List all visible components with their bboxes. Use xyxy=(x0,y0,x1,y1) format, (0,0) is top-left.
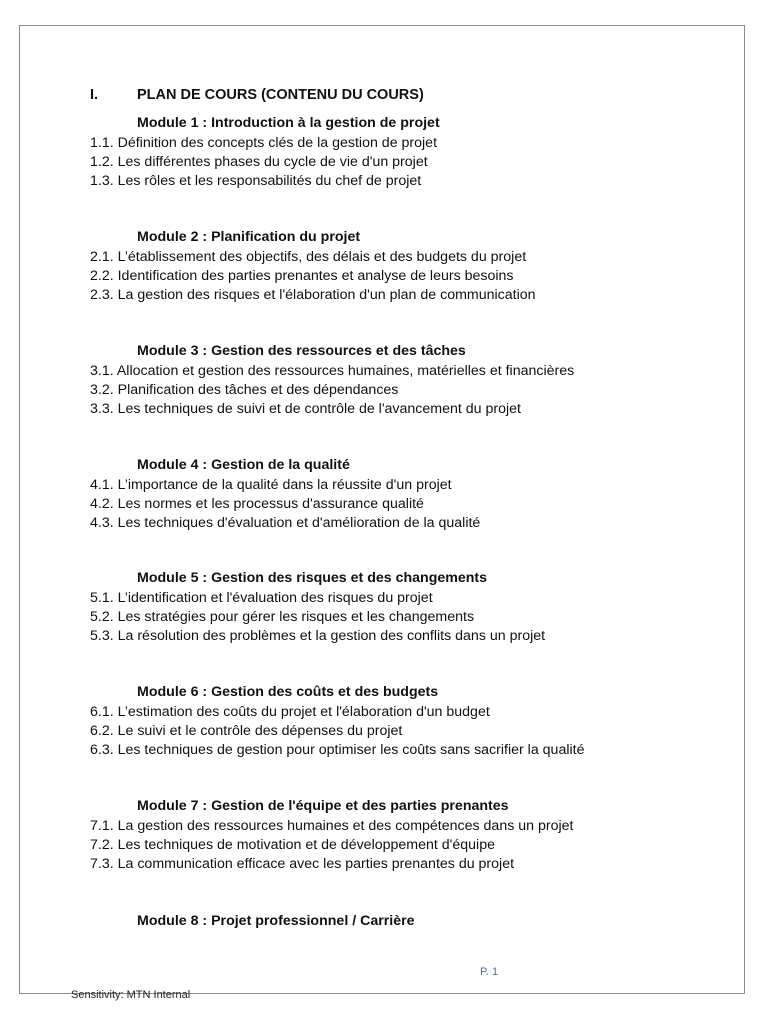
module-1 xyxy=(90,114,730,191)
section-title: PLAN DE COURS (CONTENU DU COURS) xyxy=(137,87,424,103)
module-title: Module 7 : Gestion de l'équipe et des parties prenantes xyxy=(137,798,509,814)
module-6 xyxy=(90,683,730,760)
list-item: 2.2. Identification des parties prenantes et analyse de leurs besoins xyxy=(90,268,514,284)
section-heading xyxy=(90,87,424,103)
module-title: Module 8 : Projet professionnel / Carrière xyxy=(137,913,415,929)
list-item: 1.1. Définition des concepts clés de la gestion de projet xyxy=(90,135,438,151)
module-8 xyxy=(90,912,730,932)
list-item: 5.3. La résolution des problèmes et la gestion des conflits dans un projet xyxy=(90,628,546,644)
list-item: 2.1. L’établissement des objectifs, des délais et des budgets du projet xyxy=(90,249,527,265)
list-item: 4.1. L’importance de la qualité dans la réussite d'un projet xyxy=(90,477,452,493)
list-item: 1.2. Les différentes phases du cycle de vie d'un projet xyxy=(90,154,428,170)
list-item: 6.2. Le suivi et le contrôle des dépenses du projet xyxy=(90,723,403,739)
list-item: 4.2. Les normes et les processus d'assurance qualité xyxy=(90,496,424,512)
module-title: Module 1 : Introduction à la gestion de projet xyxy=(137,115,440,131)
list-item: 7.1. La gestion des ressources humaines et des compétences dans un projet xyxy=(90,818,574,834)
module-title: Module 2 : Planification du projet xyxy=(137,229,361,245)
module-4 xyxy=(90,456,730,533)
list-item: 3.2. Planification des tâches et des dépendances xyxy=(90,382,399,398)
module-title: Module 6 : Gestion des coûts et des budgets xyxy=(137,684,439,700)
list-item: 6.3. Les techniques de gestion pour optimiser les coûts sans sacrifier la qualité xyxy=(90,742,585,758)
sensitivity-label: Sensitivity: MTN Internal xyxy=(71,989,191,1001)
module-title: Module 4 : Gestion de la qualité xyxy=(137,457,350,473)
page-number: P. 1 xyxy=(480,966,499,978)
module-7 xyxy=(90,797,730,874)
list-item: 7.3. La communication efficace avec les parties prenantes du projet xyxy=(90,856,515,872)
section-number: I. xyxy=(90,87,99,103)
list-item: 5.2. Les stratégies pour gérer les risques et les changements xyxy=(90,609,475,625)
list-item: 1.3. Les rôles et les responsabilités du chef de projet xyxy=(90,173,422,189)
module-2 xyxy=(90,228,730,305)
list-item: 2.3. La gestion des risques et l'élaboration d'un plan de communication xyxy=(90,287,536,303)
list-item: 7.2. Les techniques de motivation et de développement d'équipe xyxy=(90,837,495,853)
list-item: 6.1. L’estimation des coûts du projet et l'élaboration d'un budget xyxy=(90,704,490,720)
list-item: 4.3. Les techniques d'évaluation et d'amélioration de la qualité xyxy=(90,515,481,531)
module-3 xyxy=(90,342,730,419)
list-item: 5.1. L’identification et l'évaluation des risques du projet xyxy=(90,590,433,606)
list-item: 3.1. Allocation et gestion des ressources humaines, matérielles et financières xyxy=(90,363,575,379)
list-item: 3.3. Les techniques de suivi et de contrôle de l'avancement du projet xyxy=(90,401,521,417)
module-title: Module 3 : Gestion des ressources et des tâches xyxy=(137,343,466,359)
module-5 xyxy=(90,569,730,646)
module-title: Module 5 : Gestion des risques et des changements xyxy=(137,570,488,586)
